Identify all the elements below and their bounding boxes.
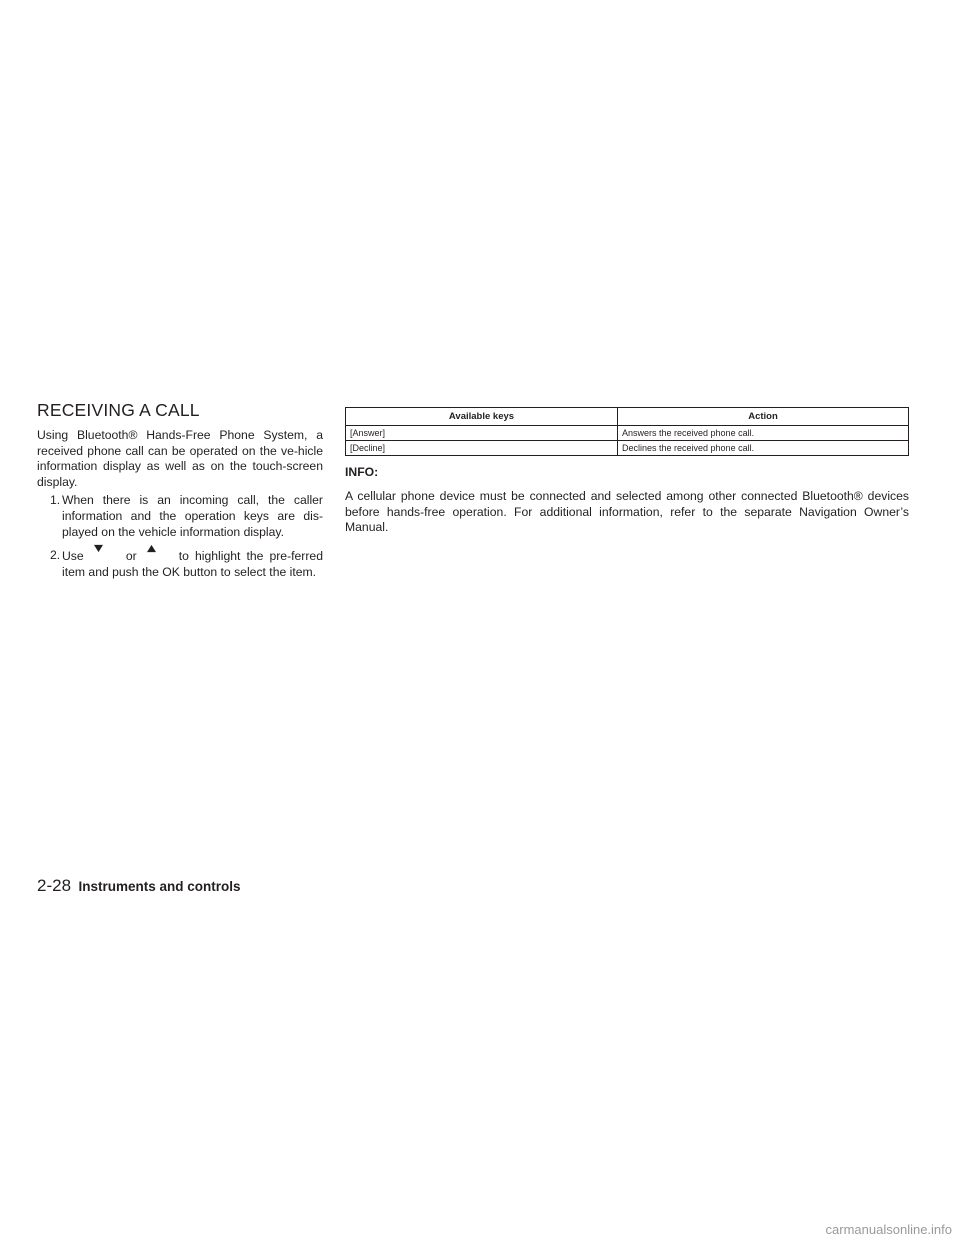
steps-list: [37, 493, 323, 580]
table-cell: Declines the received phone call.: [618, 441, 909, 456]
step-text-middle: or: [125, 549, 137, 564]
step-text-before: Use: [62, 549, 84, 564]
step-text-after: to highlight the pre-ferred item and push the OK button to select the item.: [62, 549, 323, 579]
table-header-cell: Available keys: [346, 408, 618, 426]
down-triangle-icon: [90, 548, 110, 560]
page-number: 2-28: [37, 876, 72, 895]
step-text: When there is an incoming call, the caller information and the operation keys are dis-played on the vehicle information display.: [62, 493, 323, 539]
info-heading: INFO:: [345, 465, 379, 479]
step-number: 2.: [50, 548, 61, 563]
table-cell: Answers the received phone call.: [618, 426, 909, 441]
section-title: RECEIVING A CALL: [37, 400, 200, 420]
step-number: 1.: [50, 493, 61, 508]
chapter-title: Instruments and controls: [78, 879, 241, 894]
watermark: carmanualsonline.info: [825, 1222, 952, 1237]
table-header-cell: Action: [618, 408, 909, 426]
keys-table: [345, 407, 909, 456]
table-row: [346, 441, 909, 456]
info-paragraph: A cellular phone device must be connected and selected among other connected Bluetooth® devices before hands-free operation. For additional information, refer to the separate Navigation Owner’s Manual.: [345, 489, 909, 535]
table-row: [346, 426, 909, 441]
table-header-row: [346, 408, 909, 426]
step-item-1: [37, 493, 323, 540]
intro-paragraph: Using Bluetooth® Hands-Free Phone System, a received phone call can be operated on the ve-hicle information display as well as on the touch-screen display.: [37, 428, 323, 489]
right-column: [345, 407, 909, 536]
up-triangle-icon: [143, 548, 163, 560]
step-item-2: [37, 548, 323, 580]
page-footer: [37, 876, 241, 896]
table-cell: [Answer]: [346, 426, 618, 441]
left-column: [37, 400, 323, 580]
table-cell: [Decline]: [346, 441, 618, 456]
